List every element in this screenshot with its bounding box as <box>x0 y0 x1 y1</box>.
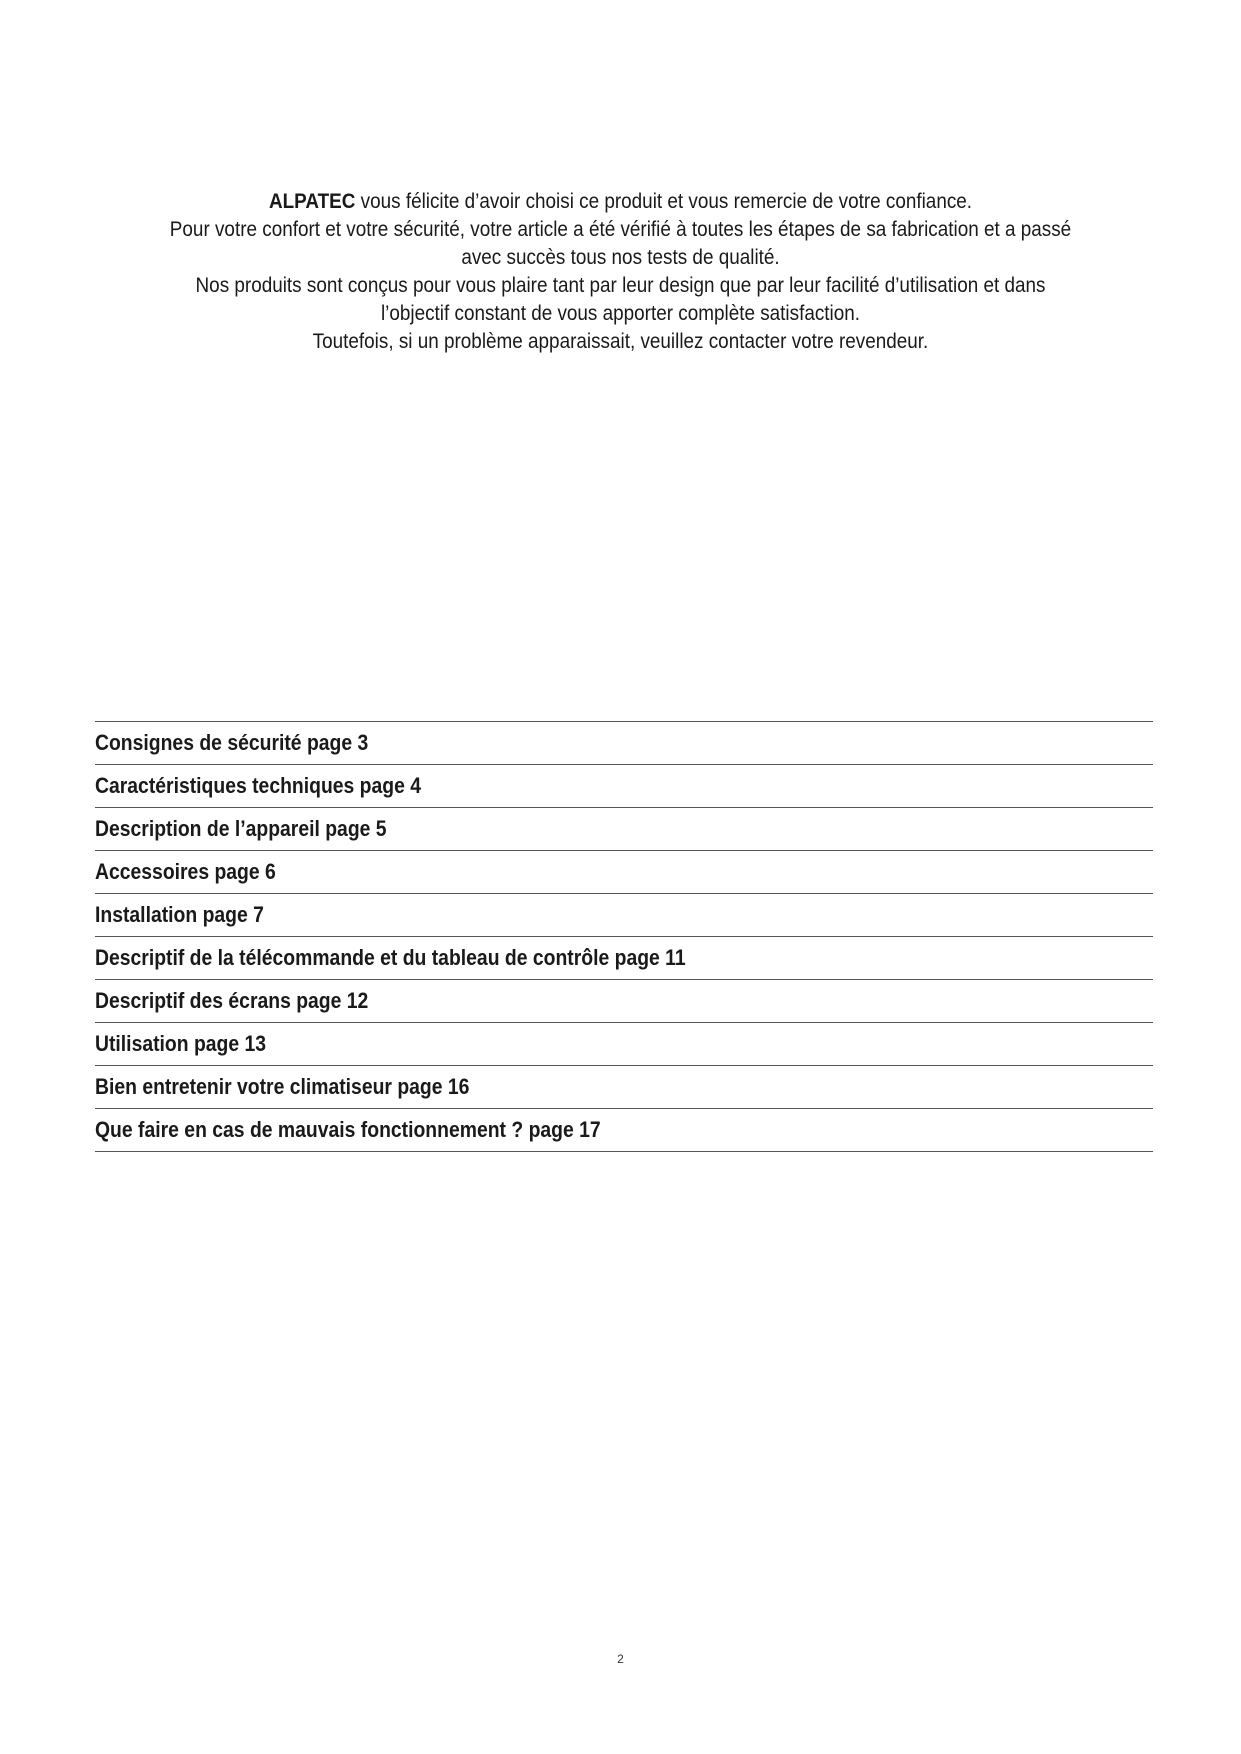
intro-line-1 <box>116 188 1125 216</box>
table-of-contents <box>95 721 1153 1152</box>
toc-item-label: Description de l’appareil page 5 <box>95 816 387 841</box>
toc-item-usage <box>95 1023 1153 1066</box>
toc-item-label: Descriptif de la télécommande et du tableau de contrôle page 11 <box>95 945 686 970</box>
toc-item-accessories <box>95 851 1153 894</box>
intro-text <box>116 188 1125 356</box>
toc-item-troubleshooting <box>95 1109 1153 1152</box>
intro-line-2: Pour votre confort et votre sécurité, votre article a été vérifié à toutes les étapes de sa fabrication et a passé <box>169 218 1072 241</box>
toc-item-label: Bien entretenir votre climatiseur page 16 <box>95 1074 470 1099</box>
toc-item-device-description <box>95 808 1153 851</box>
toc-item-screens <box>95 980 1153 1023</box>
toc-item-label: Que faire en cas de mauvais fonctionnement ? page 17 <box>95 1117 601 1142</box>
intro-line-4: Nos produits sont conçus pour vous plaire tant par leur design que par leur facilité d’utilisation et dans <box>195 274 1046 297</box>
intro-line-6: Toutefois, si un problème apparaissait, veuillez contacter votre revendeur. <box>312 330 929 353</box>
toc-item-specifications <box>95 765 1153 808</box>
toc-item-label: Descriptif des écrans page 12 <box>95 988 369 1013</box>
brand-name: ALPATEC <box>268 190 356 213</box>
intro-line-1-text: vous félicite d’avoir choisi ce produit et vous remercie de votre confiance. <box>355 190 973 213</box>
page-number: 2 <box>617 1652 624 1666</box>
toc-item-safety <box>95 722 1153 765</box>
toc-item-label: Installation page 7 <box>95 902 264 927</box>
toc-item-remote-control <box>95 937 1153 980</box>
toc-item-label: Consignes de sécurité page 3 <box>95 730 369 755</box>
toc-item-maintenance <box>95 1066 1153 1109</box>
toc-item-label: Accessoires page 6 <box>95 859 276 884</box>
toc-item-installation <box>95 894 1153 937</box>
toc-item-label: Utilisation page 13 <box>95 1031 267 1056</box>
intro-line-5: l’objectif constant de vous apporter complète satisfaction. <box>380 302 861 325</box>
toc-item-label: Caractéristiques techniques page 4 <box>95 773 422 798</box>
intro-line-3: avec succès tous nos tests de qualité. <box>461 246 780 269</box>
